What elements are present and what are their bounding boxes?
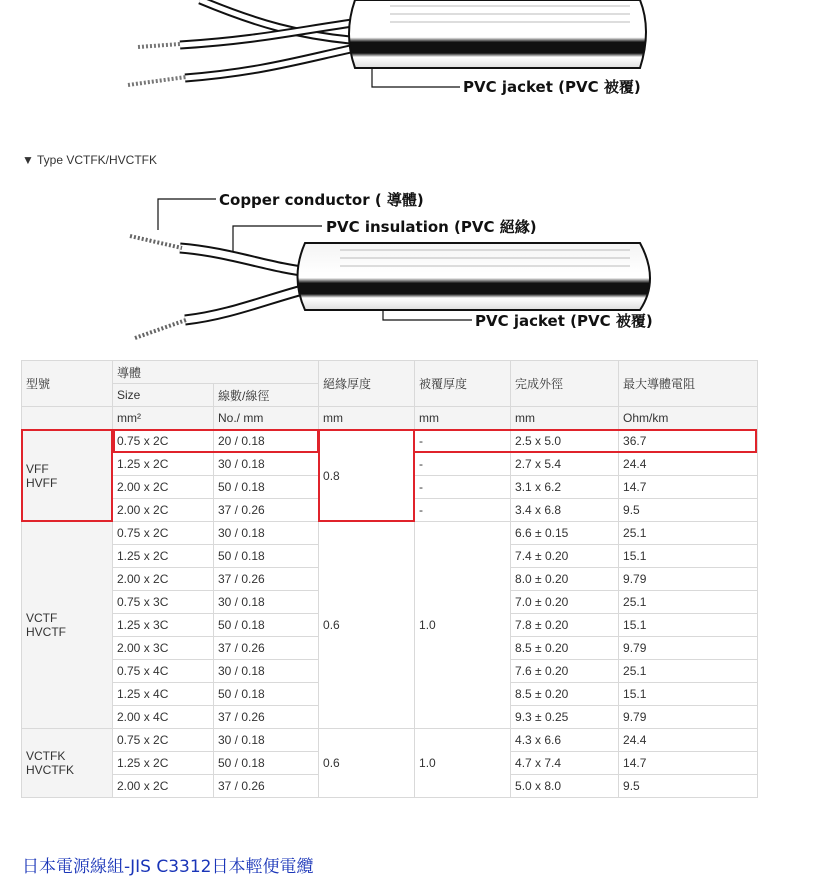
strands-cell: 37 / 0.26 [214, 637, 319, 660]
strands-cell: 50 / 0.18 [214, 476, 319, 499]
model-name: VCTF [26, 611, 58, 625]
strands-cell: 30 / 0.18 [214, 729, 319, 752]
od-cell: 3.1 x 6.2 [511, 476, 619, 499]
insulation-cell: 0.6 [319, 729, 415, 798]
spec-table-body [22, 430, 758, 798]
size-cell: 1.25 x 2C [113, 453, 214, 476]
resistance-cell: 24.4 [619, 729, 758, 752]
od-cell: 8.0 ± 0.20 [511, 568, 619, 591]
resistance-cell: 36.7 [619, 430, 758, 453]
resistance-cell: 15.1 [619, 683, 758, 706]
strands-cell: 50 / 0.18 [214, 752, 319, 775]
strands-cell: 37 / 0.26 [214, 568, 319, 591]
od-cell: 6.6 ± 0.15 [511, 522, 619, 545]
resistance-cell: 9.5 [619, 499, 758, 522]
header-size: Size [113, 384, 214, 407]
model-name: VCTFK [26, 749, 66, 763]
unit-insulation: mm [319, 407, 415, 430]
table-row [22, 522, 758, 545]
unit-strands: No./ mm [214, 407, 319, 430]
resistance-cell: 25.1 [619, 591, 758, 614]
resistance-cell: 14.7 [619, 752, 758, 775]
size-cell: 1.25 x 4C [113, 683, 214, 706]
insulation-cell: 0.8 [319, 430, 415, 522]
size-cell: 0.75 x 3C [113, 591, 214, 614]
table-row [22, 430, 758, 453]
od-cell: 2.5 x 5.0 [511, 430, 619, 453]
type-label: ▼ Type VCTFK/HVCTFK [22, 153, 158, 167]
size-cell: 0.75 x 4C [113, 660, 214, 683]
header-conductor: 導體 [113, 361, 319, 384]
header-resistance: 最大導體電阻 [619, 361, 758, 407]
resistance-cell: 15.1 [619, 545, 758, 568]
size-cell: 2.00 x 2C [113, 568, 214, 591]
size-cell: 2.00 x 2C [113, 775, 214, 798]
spec-table [21, 360, 758, 798]
size-cell: 2.00 x 2C [113, 499, 214, 522]
unit-size: mm² [113, 407, 214, 430]
size-cell: 1.25 x 2C [113, 545, 214, 568]
jacket-label-bottom: PVC jacket (PVC 被覆) [475, 312, 653, 330]
size-cell: 2.00 x 3C [113, 637, 214, 660]
od-cell: 8.5 ± 0.20 [511, 637, 619, 660]
header-jacket: 被覆厚度 [415, 361, 511, 407]
resistance-cell: 24.4 [619, 453, 758, 476]
model-cell [22, 729, 113, 798]
unit-od: mm [511, 407, 619, 430]
strands-cell: 30 / 0.18 [214, 660, 319, 683]
strands-cell: 30 / 0.18 [214, 522, 319, 545]
strands-cell: 37 / 0.26 [214, 775, 319, 798]
model-name: VFF [26, 461, 49, 476]
header-model: 型號 [22, 361, 113, 407]
size-cell: 0.75 x 2C [113, 430, 214, 453]
jacket-cell: - [415, 476, 511, 499]
strands-cell: 37 / 0.26 [214, 499, 319, 522]
cable-diagram-top [0, 0, 830, 110]
resistance-cell: 15.1 [619, 614, 758, 637]
insulation-cell: 0.6 [319, 522, 415, 729]
od-cell: 2.7 x 5.4 [511, 453, 619, 476]
resistance-cell: 14.7 [619, 476, 758, 499]
od-cell: 5.0 x 8.0 [511, 775, 619, 798]
unit-jacket: mm [415, 407, 511, 430]
od-cell: 7.6 ± 0.20 [511, 660, 619, 683]
table-row [22, 729, 758, 752]
header-insulation: 絕緣厚度 [319, 361, 415, 407]
unit-resistance: Ohm/km [619, 407, 758, 430]
insulation-label: PVC insulation (PVC 絕緣) [326, 218, 537, 236]
jacket-cell: - [415, 430, 511, 453]
size-cell: 2.00 x 4C [113, 706, 214, 729]
header-od: 完成外徑 [511, 361, 619, 407]
cable-diagram-vctfk [0, 180, 830, 350]
od-cell: 9.3 ± 0.25 [511, 706, 619, 729]
od-cell: 7.8 ± 0.20 [511, 614, 619, 637]
size-cell: 2.00 x 2C [113, 476, 214, 499]
jacket-cell: 1.0 [415, 729, 511, 798]
resistance-cell: 25.1 [619, 660, 758, 683]
jacket-cell: - [415, 453, 511, 476]
model-cell [22, 430, 113, 522]
spec-table-header [22, 361, 758, 430]
resistance-cell: 9.79 [619, 706, 758, 729]
strands-cell: 50 / 0.18 [214, 614, 319, 637]
strands-cell: 30 / 0.18 [214, 591, 319, 614]
size-cell: 0.75 x 2C [113, 729, 214, 752]
model-name: HVCTF [26, 625, 66, 639]
od-cell: 7.0 ± 0.20 [511, 591, 619, 614]
strands-cell: 50 / 0.18 [214, 683, 319, 706]
jacket-cell: 1.0 [415, 522, 511, 729]
size-cell: 1.25 x 2C [113, 752, 214, 775]
strands-cell: 50 / 0.18 [214, 545, 319, 568]
jis-c3312-link[interactable]: 日本電源線組-JIS C3312日本輕便電纜 [22, 857, 314, 877]
od-cell: 8.5 ± 0.20 [511, 683, 619, 706]
strands-cell: 37 / 0.26 [214, 706, 319, 729]
jacket-label-top: PVC jacket (PVC 被覆) [463, 78, 641, 96]
od-cell: 3.4 x 6.8 [511, 499, 619, 522]
jacket-cell: - [415, 499, 511, 522]
resistance-cell: 9.79 [619, 637, 758, 660]
strands-cell: 20 / 0.18 [214, 430, 319, 453]
resistance-cell: 9.5 [619, 775, 758, 798]
od-cell: 4.3 x 6.6 [511, 729, 619, 752]
resistance-cell: 9.79 [619, 568, 758, 591]
unit-blank [22, 407, 113, 430]
model-name: HVFF [26, 475, 58, 490]
size-cell: 1.25 x 3C [113, 614, 214, 637]
model-name: HVCTFK [26, 763, 74, 777]
od-cell: 7.4 ± 0.20 [511, 545, 619, 568]
header-strands: 線數/線徑 [214, 384, 319, 407]
model-cell [22, 522, 113, 729]
conductor-label: Copper conductor ( 導體) [219, 191, 424, 209]
strands-cell: 30 / 0.18 [214, 453, 319, 476]
resistance-cell: 25.1 [619, 522, 758, 545]
size-cell: 0.75 x 2C [113, 522, 214, 545]
od-cell: 4.7 x 7.4 [511, 752, 619, 775]
